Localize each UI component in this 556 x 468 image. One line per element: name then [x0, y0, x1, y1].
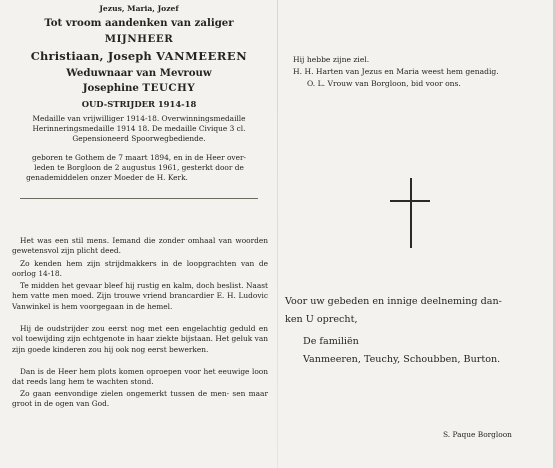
cross-vertical — [410, 178, 412, 248]
right-panel — [283, 0, 551, 468]
divider-rule — [20, 198, 258, 199]
prayer-line-2: H. H. Harten van Jezus en Maria weest hem genadig. — [293, 67, 499, 76]
birth-death-line-2: leden te Borgloon de 2 augustus 1961, gesterkt door de — [34, 163, 244, 172]
medals-line-1: Medaille van vrijwilliger 1914-18. Overwinningsmedaille — [32, 114, 246, 123]
birth-death-line-3: genademiddelen onzer Moeder de H. Kerk. — [26, 173, 188, 182]
families-names: Vanmeeren, Teuchy, Schoubben, Burton. — [303, 354, 501, 365]
spouse-name — [6, 82, 272, 94]
thanks-line-2: ken U oprecht, — [285, 314, 358, 325]
left-panel — [6, 0, 272, 468]
medals-line-2: Herinneringsmedaille 1914 18. De medaille Civique 3 cl. — [32, 124, 246, 133]
paragraph-5: Dan is de Heer hem plots komen oproepen voor het eeuwige loon dat reeds lang hem te wachten stond. — [12, 367, 268, 387]
name-first: Christiaan, Joseph — [30, 49, 157, 63]
paragraph-2: Zo kenden hem zijn strijdmakkers in de loopgrachten van de oorlog 14-18. — [12, 259, 268, 279]
spouse-first: Josephine — [82, 82, 143, 94]
spouse-last: TEUCHY — [142, 82, 196, 94]
header-line: Jezus, Maria, Jozef — [99, 4, 179, 13]
intro-line: Tot vroom aandenken van zaliger — [44, 17, 234, 29]
birth-death-line-1: geboren te Gothem de 7 maart 1894, en in de Heer over- — [31, 153, 246, 162]
medals-line-3: Gepensioneerd Spoorwegbediende. — [72, 134, 206, 143]
families-label: De familiën — [303, 336, 359, 347]
cross-horizontal — [390, 200, 430, 202]
name-last: VANMEEREN — [156, 49, 248, 63]
honorific: MIJNHEER — [104, 33, 174, 45]
paragraph-3: Te midden het gevaar bleef hij rustig en kalm, doch beslist. Naast hem vatte men moed. Zijn trouwe vriend brancardier E. H. Ludovic Vanwinkel is hem voorgegaan in de hemel. — [12, 281, 268, 311]
deceased-name — [6, 49, 272, 63]
veteran-line: OUD-STRIJDER 1914-18 — [81, 99, 197, 109]
prayer-line-1: Hij hebbe zijne ziel. — [293, 55, 370, 64]
fold-line — [277, 0, 278, 468]
printer-name: S. Paque Borgloon — [443, 430, 512, 439]
thanks-line-1: Voor uw gebeden en innige deelneming dan- — [285, 296, 502, 307]
paragraph-6: Zo gaan eenvondige zielen ongemerkt tussen de men- sen maar groot in de ogen van God. — [12, 389, 268, 409]
paragraph-1: Het was een stil mens. Iemand die zonder omhaal van woorden gewetensvol zijn plicht deed. — [12, 236, 268, 256]
widower-line: Weduwnaar van Mevrouw — [66, 67, 212, 79]
prayer-line-3: O. L. Vrouw van Borgloon, bid voor ons. — [307, 79, 461, 88]
paragraph-4: Hij de oudstrijder zou eerst nog met een engelachtig geduld en vol toewijding zijn echtgenote in haar ziekte bijstaan. Het geluk van zijn goede kinderen zou hij ook nog eerst bewerken. — [12, 324, 268, 354]
